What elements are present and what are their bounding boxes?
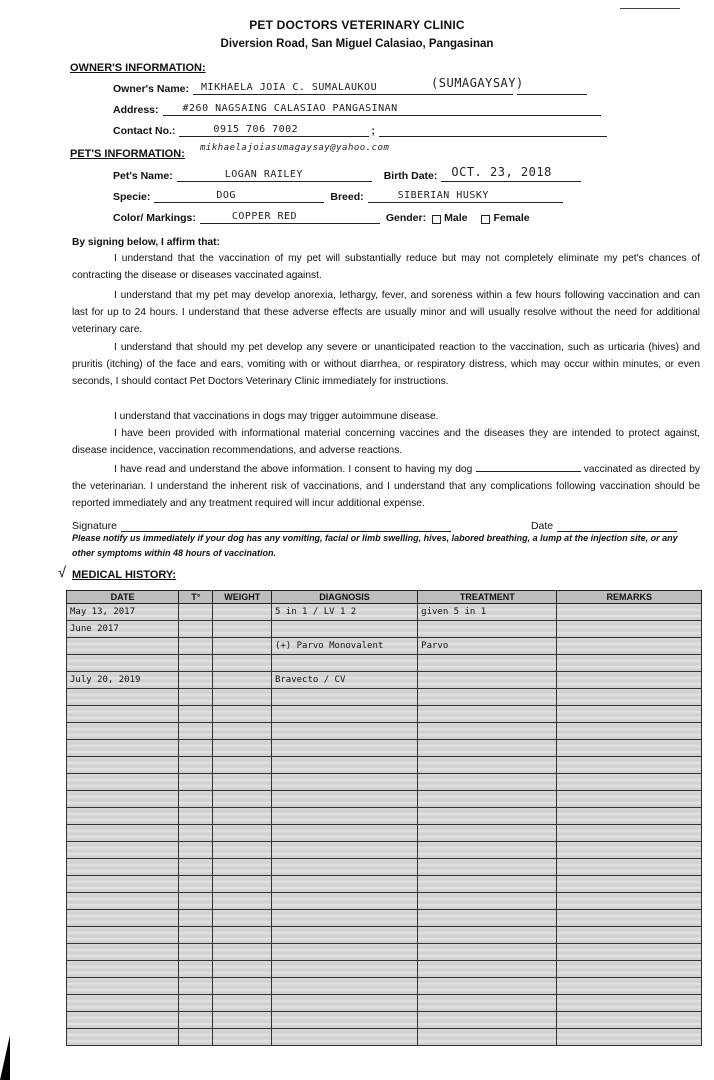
table-row	[67, 893, 702, 910]
table-row	[67, 961, 702, 978]
table-cell[interactable]	[271, 859, 417, 876]
table-cell[interactable]	[418, 995, 557, 1012]
table-cell[interactable]	[179, 825, 213, 842]
table-cell[interactable]	[557, 706, 702, 723]
table-cell[interactable]	[179, 757, 213, 774]
table-cell[interactable]	[271, 825, 417, 842]
table-cell[interactable]	[557, 961, 702, 978]
gender-label: Gender:	[385, 212, 427, 224]
table-cell[interactable]	[213, 876, 271, 893]
consent-paragraph-1: I understand that the vaccination of my pet will substantially reduce but may not completely eliminate my pet's chances of contracting the disease or diseases vaccinated against.	[72, 253, 700, 281]
table-cell[interactable]	[271, 689, 417, 706]
table-cell[interactable]	[213, 672, 271, 689]
table-cell[interactable]	[213, 604, 271, 621]
table-cell[interactable]	[271, 842, 417, 859]
owner-name-row	[113, 76, 587, 95]
gender-female-checkbox[interactable]	[481, 215, 490, 224]
table-cell[interactable]	[418, 927, 557, 944]
table-cell[interactable]	[67, 808, 179, 825]
contact-field-2[interactable]	[379, 122, 607, 137]
table-row	[67, 1012, 702, 1029]
table-cell[interactable]	[213, 740, 271, 757]
check-mark: √	[58, 565, 67, 581]
table-cell[interactable]	[67, 638, 179, 655]
table-cell[interactable]	[271, 706, 417, 723]
table-cell[interactable]	[271, 961, 417, 978]
table-cell[interactable]	[418, 876, 557, 893]
table-cell[interactable]	[418, 723, 557, 740]
table-row	[67, 995, 702, 1012]
table-cell[interactable]	[67, 740, 179, 757]
owner-address-field[interactable]	[163, 101, 601, 116]
table-cell[interactable]	[179, 808, 213, 825]
table-cell[interactable]	[67, 927, 179, 944]
table-row	[67, 808, 702, 825]
contact-row: Contact No.: 0915 706 7002 ;	[113, 122, 607, 137]
contact-field[interactable]	[179, 122, 369, 137]
table-cell[interactable]	[213, 825, 271, 842]
table-cell[interactable]	[418, 893, 557, 910]
table-cell[interactable]	[418, 1029, 557, 1046]
owner-name-note: (SUMAGAYSAY)	[431, 76, 524, 90]
table-cell[interactable]	[179, 961, 213, 978]
pet-info-heading: PET'S INFORMATION:	[70, 148, 185, 160]
table-cell[interactable]	[213, 859, 271, 876]
table-cell[interactable]	[557, 808, 702, 825]
specie-value: DOG	[216, 190, 236, 201]
table-cell[interactable]	[179, 995, 213, 1012]
table-cell[interactable]	[213, 910, 271, 927]
table-cell[interactable]	[557, 876, 702, 893]
table-cell[interactable]	[67, 842, 179, 859]
table-cell[interactable]	[271, 757, 417, 774]
pet-name-field[interactable]	[177, 167, 372, 182]
table-cell[interactable]	[557, 995, 702, 1012]
owner-name-value: MIKHAELA JOIA C. SUMALAUKOU	[201, 82, 378, 93]
table-cell[interactable]	[213, 1029, 271, 1046]
table-cell[interactable]	[179, 1029, 213, 1046]
table-cell[interactable]	[418, 825, 557, 842]
specie-label: Specie:	[113, 191, 151, 203]
table-cell[interactable]	[271, 927, 417, 944]
table-cell[interactable]	[271, 1012, 417, 1029]
table-cell[interactable]	[557, 927, 702, 944]
table-row	[67, 723, 702, 740]
owner-info-heading: OWNER'S INFORMATION:	[70, 62, 206, 74]
table-cell[interactable]	[179, 859, 213, 876]
birth-date-field[interactable]	[441, 167, 581, 182]
table-cell[interactable]	[213, 1012, 271, 1029]
table-cell[interactable]	[418, 757, 557, 774]
specie-row	[113, 188, 563, 203]
table-cell[interactable]	[418, 689, 557, 706]
table-cell[interactable]	[213, 757, 271, 774]
table-cell[interactable]	[67, 825, 179, 842]
table-cell[interactable]	[557, 825, 702, 842]
table-row	[67, 825, 702, 842]
table-cell[interactable]	[213, 774, 271, 791]
table-cell[interactable]	[179, 1012, 213, 1029]
col-date: DATE	[67, 591, 179, 604]
table-cell[interactable]	[179, 621, 213, 638]
table-cell[interactable]	[213, 961, 271, 978]
table-cell[interactable]: given 5 in 1	[418, 604, 557, 621]
table-cell[interactable]	[213, 893, 271, 910]
table-cell[interactable]	[557, 774, 702, 791]
breed-label: Breed:	[330, 191, 364, 203]
table-cell[interactable]: (+) Parvo Monovalent	[271, 638, 417, 655]
breed-value: SIBERIAN HUSKY	[397, 190, 489, 201]
table-cell[interactable]	[67, 706, 179, 723]
table-row	[67, 706, 702, 723]
table-cell[interactable]	[179, 638, 213, 655]
table-cell[interactable]	[557, 944, 702, 961]
table-cell[interactable]	[418, 944, 557, 961]
table-cell[interactable]	[418, 706, 557, 723]
table-cell[interactable]	[271, 910, 417, 927]
col-remarks: REMARKS	[557, 591, 702, 604]
table-cell[interactable]	[213, 689, 271, 706]
table-cell[interactable]	[213, 927, 271, 944]
table-cell[interactable]	[67, 859, 179, 876]
table-cell[interactable]	[271, 791, 417, 808]
table-cell[interactable]	[67, 944, 179, 961]
col-diagnosis: DIAGNOSIS	[271, 591, 417, 604]
table-cell[interactable]	[67, 995, 179, 1012]
owner-address-row	[113, 101, 601, 116]
table-cell[interactable]	[418, 672, 557, 689]
pet-name-value: LOGAN RAILEY	[224, 169, 303, 180]
table-cell[interactable]	[418, 621, 557, 638]
table-cell[interactable]	[271, 621, 417, 638]
table-cell[interactable]: June 2017	[67, 621, 179, 638]
table-cell[interactable]	[557, 638, 702, 655]
table-cell[interactable]	[557, 740, 702, 757]
birth-date-value: OCT. 23, 2018	[451, 165, 552, 179]
table-row	[67, 774, 702, 791]
table-cell[interactable]: 5 in 1 / LV 1 2	[271, 604, 417, 621]
email-value: mikhaelajoiasumagaysay@yahoo.com	[200, 143, 390, 153]
table-cell[interactable]	[67, 774, 179, 791]
table-header-row	[67, 591, 702, 604]
table-cell[interactable]	[179, 689, 213, 706]
table-cell[interactable]	[213, 638, 271, 655]
table-cell[interactable]	[213, 621, 271, 638]
table-cell[interactable]	[213, 995, 271, 1012]
table-cell[interactable]	[213, 808, 271, 825]
table-cell[interactable]	[271, 978, 417, 995]
table-cell[interactable]	[179, 672, 213, 689]
table-cell[interactable]	[557, 1029, 702, 1046]
table-cell[interactable]	[271, 723, 417, 740]
table-row	[67, 1029, 702, 1046]
table-cell[interactable]	[271, 774, 417, 791]
table-row	[67, 604, 702, 621]
table-cell[interactable]	[557, 604, 702, 621]
clinic-address: Diversion Road, San Miguel Calasiao, Pangasinan	[220, 38, 494, 50]
table-cell[interactable]	[67, 723, 179, 740]
date-field[interactable]	[557, 517, 677, 532]
table-cell[interactable]	[418, 978, 557, 995]
table-cell[interactable]	[179, 774, 213, 791]
table-cell[interactable]	[179, 893, 213, 910]
table-cell[interactable]	[271, 876, 417, 893]
table-cell[interactable]	[67, 757, 179, 774]
table-cell[interactable]	[179, 604, 213, 621]
table-row	[67, 876, 702, 893]
table-cell[interactable]	[557, 859, 702, 876]
owner-name-label: Owner's Name:	[113, 83, 190, 95]
table-cell[interactable]	[418, 740, 557, 757]
table-cell[interactable]	[418, 655, 557, 672]
table-row	[67, 638, 702, 655]
consent-paragraph-2: I understand that my pet may develop anorexia, lethargy, fever, and soreness within a few hours following vaccination and can last for up to 24 hours. I understand that these adverse effects are usually minor and will usually resolve without the need for additional veterinary care.	[72, 290, 700, 335]
scan-shadow	[0, 1035, 10, 1080]
table-cell[interactable]	[67, 1029, 179, 1046]
table-cell[interactable]	[418, 859, 557, 876]
table-row	[67, 672, 702, 689]
table-cell[interactable]	[67, 978, 179, 995]
table-cell[interactable]	[67, 876, 179, 893]
gender-male-label: Male	[444, 212, 468, 224]
table-row	[67, 944, 702, 961]
table-row	[67, 621, 702, 638]
owner-name-field[interactable]	[193, 76, 524, 95]
table-cell[interactable]	[179, 876, 213, 893]
table-cell[interactable]	[271, 655, 417, 672]
table-row	[67, 927, 702, 944]
table-cell[interactable]	[557, 910, 702, 927]
pet-name-label: Pet's Name:	[113, 170, 173, 182]
table-cell[interactable]	[557, 893, 702, 910]
table-cell[interactable]: Bravecto / CV	[271, 672, 417, 689]
table-cell[interactable]	[418, 961, 557, 978]
table-cell[interactable]	[179, 706, 213, 723]
table-cell[interactable]	[67, 910, 179, 927]
table-cell[interactable]	[557, 689, 702, 706]
consent-paragraph-3: I understand that should my pet develop any severe or unanticipated reaction to the vaccination, such as urticaria (hives) and pruritis (itching) of the face and ears, vomiting with or without diarrhea, or respiratory distress, which may occur within minutes, or even seconds, I should contact Pet Doctors Veterinary Clinic immediately for instructions.	[72, 342, 700, 387]
table-cell[interactable]	[418, 774, 557, 791]
table-cell[interactable]	[557, 791, 702, 808]
table-cell[interactable]	[271, 808, 417, 825]
table-cell[interactable]	[271, 944, 417, 961]
contact-label: Contact No.:	[113, 125, 176, 137]
table-cell[interactable]	[67, 689, 179, 706]
table-cell[interactable]	[213, 791, 271, 808]
table-cell[interactable]	[418, 910, 557, 927]
medical-history-heading: MEDICAL HISTORY:	[72, 569, 177, 581]
table-row	[67, 757, 702, 774]
table-cell[interactable]	[213, 842, 271, 859]
table-row	[67, 910, 702, 927]
table-cell[interactable]: Parvo	[418, 638, 557, 655]
table-cell[interactable]	[179, 655, 213, 672]
medical-history-rows	[67, 604, 702, 1046]
color-field[interactable]	[200, 209, 380, 224]
birth-date-label: Birth Date:	[383, 170, 438, 182]
pet-name-row	[113, 167, 581, 182]
table-row	[67, 859, 702, 876]
table-cell[interactable]	[213, 655, 271, 672]
gender-female-label: Female	[493, 212, 530, 224]
owner-address-value: #260 NAGSAING CALASIAO PANGASINAN	[182, 103, 398, 114]
specie-field[interactable]	[154, 188, 324, 203]
table-cell[interactable]	[179, 740, 213, 757]
table-cell[interactable]	[179, 944, 213, 961]
table-cell[interactable]	[557, 978, 702, 995]
table-cell[interactable]	[67, 655, 179, 672]
table-cell[interactable]	[213, 706, 271, 723]
table-row	[67, 978, 702, 995]
table-cell[interactable]	[67, 791, 179, 808]
table-row	[67, 655, 702, 672]
signature-label: Signature	[72, 520, 117, 532]
table-cell[interactable]	[213, 723, 271, 740]
table-cell[interactable]	[557, 1012, 702, 1029]
table-row	[67, 689, 702, 706]
date-label: Date	[530, 520, 554, 532]
vaccination-notice: Please notify us immediately if your dog has any vomiting, facial or limb swelling, hives, labored breathing, a lump at the injection site, or any other symptoms within 48 hours of vaccination.	[72, 533, 678, 558]
table-cell[interactable]	[418, 791, 557, 808]
signature-row	[72, 517, 677, 532]
col-temperature: T°	[179, 591, 213, 604]
consent-paragraph-4: I understand that vaccinations in dogs may trigger autoimmune disease.	[114, 411, 439, 422]
table-cell[interactable]	[271, 995, 417, 1012]
table-cell[interactable]	[179, 927, 213, 944]
contact-value: 0915 706 7002	[213, 124, 299, 135]
table-row	[67, 791, 702, 808]
table-cell[interactable]	[179, 723, 213, 740]
owner-address-label: Address:	[113, 104, 159, 116]
breed-field[interactable]	[368, 188, 563, 203]
table-row	[67, 740, 702, 757]
table-cell[interactable]	[418, 808, 557, 825]
table-cell[interactable]	[557, 842, 702, 859]
table-cell[interactable]: July 20, 2019	[67, 672, 179, 689]
table-cell[interactable]	[213, 978, 271, 995]
consent-paragraph-6: I have read and understand the above information. I consent to having my dog vaccinated as directed by the veterinarian. I understand the inherent risk of vaccinations, and I understand that any complications following vaccination should be reported immediately and any treatment required will incur additional expense.	[72, 461, 700, 512]
gender-male-checkbox[interactable]	[432, 215, 441, 224]
table-cell[interactable]	[557, 621, 702, 638]
color-row	[113, 209, 530, 224]
consent-paragraph-5: I have been provided with informational material concerning vaccines and the diseases they are intended to protect against, disease incidence, vaccination recommendations, and adverse reactions.	[72, 428, 700, 456]
table-cell[interactable]	[271, 740, 417, 757]
col-treatment: TREATMENT	[418, 591, 557, 604]
table-cell[interactable]	[271, 893, 417, 910]
table-cell[interactable]	[418, 1012, 557, 1029]
corner-mark	[620, 0, 680, 9]
dog-name-blank[interactable]	[476, 461, 581, 472]
consent-intro: By signing below, I affirm that:	[72, 237, 220, 248]
table-cell[interactable]	[179, 910, 213, 927]
table-cell[interactable]	[557, 723, 702, 740]
table-cell[interactable]	[67, 1012, 179, 1029]
col-weight: WEIGHT	[213, 591, 271, 604]
table-cell[interactable]	[179, 842, 213, 859]
table-cell[interactable]	[67, 893, 179, 910]
color-value: COPPER RED	[231, 211, 298, 222]
table-cell[interactable]	[418, 842, 557, 859]
table-cell[interactable]	[179, 978, 213, 995]
table-cell[interactable]: May 13, 2017	[67, 604, 179, 621]
table-cell[interactable]	[179, 791, 213, 808]
color-label: Color/ Markings:	[113, 212, 196, 224]
table-cell[interactable]	[271, 1029, 417, 1046]
medical-history-table	[66, 590, 702, 1046]
table-row	[67, 842, 702, 859]
table-cell[interactable]	[557, 757, 702, 774]
clinic-name: PET DOCTORS VETERINARY CLINIC	[249, 18, 465, 32]
table-cell[interactable]	[213, 944, 271, 961]
table-cell[interactable]	[557, 655, 702, 672]
signature-field[interactable]	[121, 517, 451, 532]
table-cell[interactable]	[67, 961, 179, 978]
table-cell[interactable]	[557, 672, 702, 689]
